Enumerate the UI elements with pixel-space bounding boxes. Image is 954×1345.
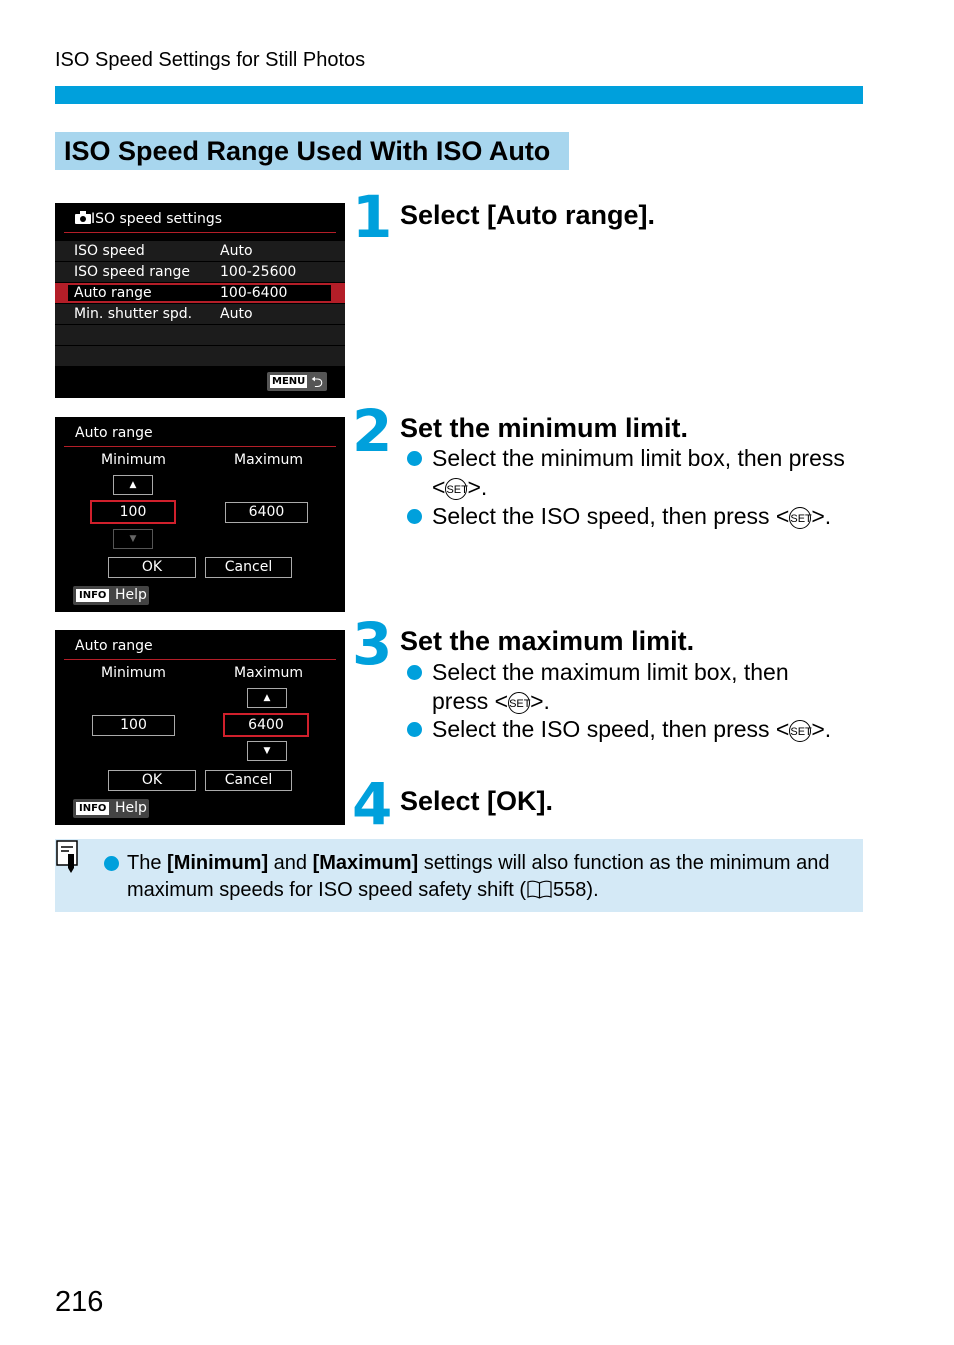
set-button-icon: SET [789, 507, 811, 529]
step-number: 1 [352, 183, 393, 251]
camera-icon [75, 211, 91, 224]
bullet-icon [407, 665, 422, 680]
min-value-box[interactable]: 100 [92, 715, 175, 736]
menu-row-iso-speed[interactable]: ISO speed Auto [55, 241, 345, 262]
bullet-item: Select the ISO speed, then press <SET>. [432, 503, 832, 529]
max-down-arrow-icon[interactable]: ▼ [247, 741, 287, 761]
cancel-button[interactable]: Cancel [205, 557, 292, 578]
cancel-button[interactable]: Cancel [205, 770, 292, 791]
bullet-item: Select the minimum limit box, then press <SET>. [432, 445, 845, 500]
menu-row-iso-speed-range[interactable]: ISO speed range 100-25600 [55, 262, 345, 283]
section-title: ISO Speed Range Used With ISO Auto [55, 132, 569, 170]
min-value-box[interactable]: 100 [90, 500, 176, 524]
min-down-arrow-icon[interactable]: ▼ [113, 529, 153, 549]
memo-pencil-icon [56, 840, 82, 874]
minimum-label: Minimum [101, 452, 166, 468]
menu-row-empty [55, 346, 345, 367]
max-value-box[interactable]: 6400 [225, 502, 308, 523]
note-text: The [Minimum] and [Maximum] settings will also function as the minimum and maximum speeds for ISO speed safety shift ( 558). [127, 852, 830, 901]
set-button-icon: SET [445, 478, 467, 500]
page-header: ISO Speed Settings for Still Photos [55, 49, 366, 71]
step-number: 2 [352, 397, 393, 465]
bullet-icon [407, 722, 422, 737]
step-title: Set the maximum limit. [400, 626, 695, 656]
bullet-item: Select the ISO speed, then press <SET>. [432, 716, 832, 742]
note-box [55, 839, 863, 912]
page-number: 216 [55, 1286, 104, 1318]
screen-title: Auto range [75, 425, 153, 441]
bullet-icon [407, 509, 422, 524]
header-bar [55, 86, 863, 104]
step-number: 3 [352, 610, 393, 678]
step-number: 4 [352, 770, 393, 838]
info-help-button[interactable]: INFO Help [73, 586, 149, 605]
book-icon [526, 879, 553, 899]
menu-row-auto-range[interactable]: Auto range 100-6400 [55, 283, 345, 304]
step-title: Select [Auto range]. [400, 200, 656, 230]
bullet-icon [104, 856, 119, 871]
ok-button[interactable]: OK [108, 770, 196, 791]
min-up-arrow-icon[interactable]: ▲ [113, 475, 153, 495]
max-up-arrow-icon[interactable]: ▲ [247, 688, 287, 708]
auto-range-max-screen [55, 630, 345, 825]
ok-button[interactable]: OK [108, 557, 196, 578]
auto-range-min-screen [55, 417, 345, 612]
step-title: Select [OK]. [400, 786, 554, 816]
max-value-box[interactable]: 6400 [223, 713, 309, 737]
screen-title: Auto range [75, 638, 153, 654]
menu-row-empty [55, 325, 345, 346]
return-icon: ⮌ [310, 373, 323, 391]
menu-row-min-shutter[interactable]: Min. shutter spd. Auto [55, 304, 345, 325]
menu-return-button[interactable]: MENU ⮌ [267, 372, 327, 391]
screen-title: ISO speed settings [75, 211, 222, 227]
maximum-label: Maximum [234, 665, 303, 681]
info-help-button[interactable]: INFO Help [73, 799, 149, 818]
set-button-icon: SET [508, 692, 530, 714]
bullet-icon [407, 451, 422, 466]
minimum-label: Minimum [101, 665, 166, 681]
bullet-item: Select the maximum limit box, then press <SET>. [432, 659, 789, 714]
step-title: Set the minimum limit. [400, 413, 689, 443]
set-button-icon: SET [789, 720, 811, 742]
maximum-label: Maximum [234, 452, 303, 468]
iso-settings-screen [55, 203, 345, 398]
